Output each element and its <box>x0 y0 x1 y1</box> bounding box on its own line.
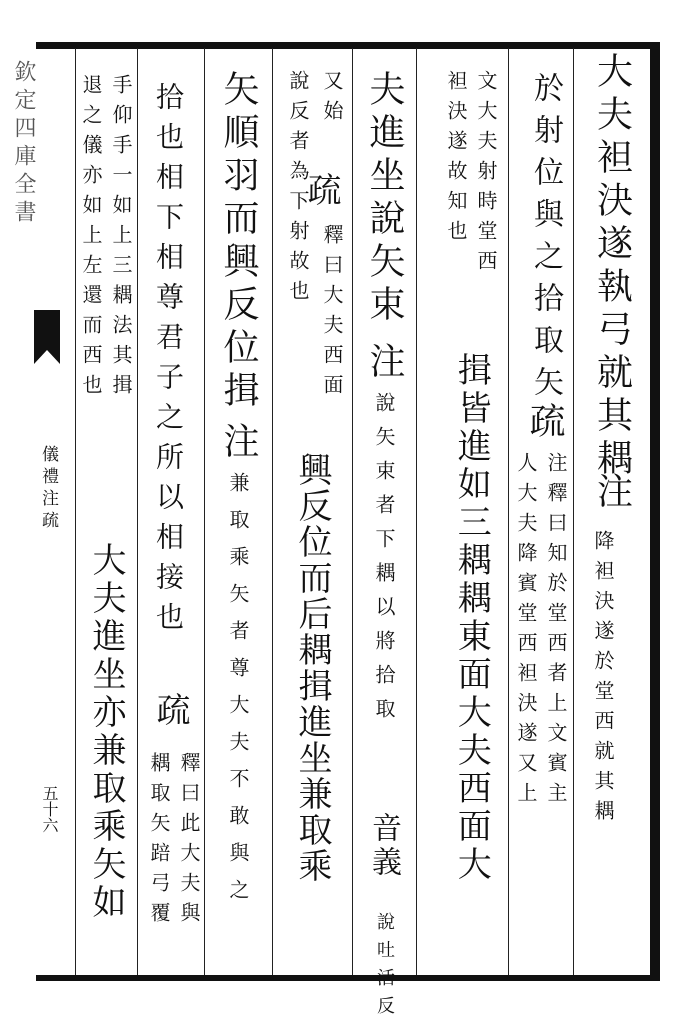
small-commentary: 降袒決遂於堂西就其耦 <box>591 530 615 830</box>
right-border <box>650 42 660 981</box>
annotation-mark: 注 <box>218 422 259 465</box>
annotation-mark: 疏 <box>150 692 190 736</box>
main-text: 夫進坐說矢束 <box>364 70 405 328</box>
text-column-5 <box>272 52 352 972</box>
annotation-mark: 疏 <box>301 172 341 216</box>
small-commentary-right: 釋曰此大夫與 <box>177 752 201 932</box>
text-column-2 <box>508 52 573 972</box>
main-text: 興反位而后耦揖進坐兼取乘 <box>292 452 332 884</box>
text-column-6 <box>204 52 272 972</box>
small-commentary-right: 注釋曰知於堂西者上文賓主 <box>544 452 568 812</box>
small-commentary-left: 耦取矢踣弓覆 <box>147 752 171 932</box>
small-commentary-right: 手仰手一如上三耦法其揖 <box>109 74 133 404</box>
small-commentary: 說吐活反 <box>374 912 395 1024</box>
small-commentary-right: 文大夫射時堂西 <box>474 70 498 280</box>
text-column-4 <box>352 52 416 1024</box>
small-commentary: 釋曰大夫西面 <box>320 224 344 404</box>
top-border <box>36 42 660 49</box>
small-commentary-left: 退之儀亦如上左還而西也 <box>79 74 103 404</box>
small-commentary: 兼取乘矢者尊大夫不敢與之 <box>226 472 250 916</box>
main-text: 矢順羽而興反位揖 <box>218 70 259 414</box>
text-column-3 <box>416 52 508 972</box>
small-commentary-right: 又始 <box>320 70 344 130</box>
small-commentary-left: 人大夫降賓堂西袒決遂又上 <box>514 452 538 812</box>
main-text: 大夫袒決遂執弓就其耦 <box>591 52 633 482</box>
main-text: 大夫進坐亦兼取乘矢如 <box>86 542 126 922</box>
annotation-mark: 注 <box>591 472 633 515</box>
annotation-mark: 注 <box>364 342 405 385</box>
annotation-mark: 音義 <box>366 812 401 880</box>
main-text: 拾也相下相尊君子之所以相接也 <box>152 82 185 642</box>
text-column-7 <box>137 52 204 972</box>
book-title: 儀禮注疏 <box>38 445 58 533</box>
small-commentary-left: 說反者為下射故也 <box>286 70 310 310</box>
main-text: 於射位與之拾取矢 <box>528 72 563 408</box>
annotation-mark: 疏 <box>524 402 565 448</box>
text-column-8 <box>75 52 137 972</box>
small-commentary: 說矢束者下耦以將拾取 <box>372 392 396 732</box>
bottom-border <box>36 975 660 981</box>
small-commentary-left: 袒決遂故知也 <box>444 70 468 250</box>
main-text: 揖皆進如三耦耦東面大夫西面大 <box>451 352 492 884</box>
collection-title: 欽定四庫全書 <box>11 60 36 228</box>
fishtail-mark-icon <box>34 310 60 350</box>
text-column-1 <box>573 52 650 972</box>
page-number: 五十六 <box>40 785 59 833</box>
